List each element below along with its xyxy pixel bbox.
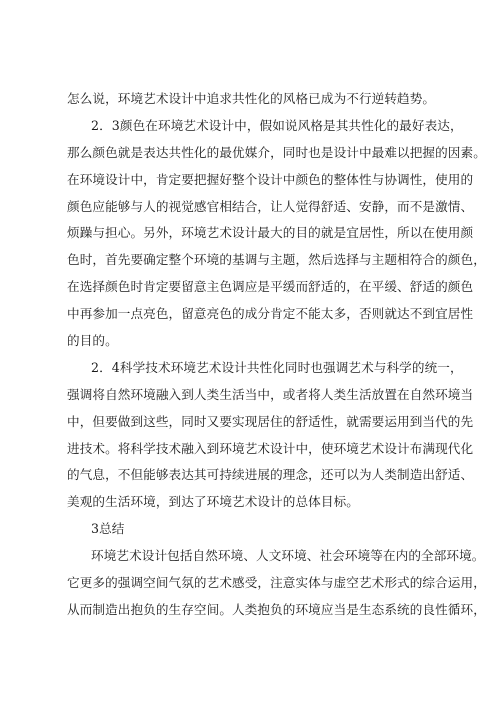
text-line: 强调将自然环境融入到人类生活当中，或者将人类生活放置在自然环境当 <box>67 386 474 402</box>
section-heading-2-4: 2．4科学技术环境艺术设计共性化同时也强调艺术与科学的统一， <box>91 359 463 375</box>
section-heading-2-3: 2．3颜色在环境艺术设计中，假如说风格是其共性化的最好表达， <box>91 117 463 133</box>
text-line: 在环境设计中，肯定要把握好整个设计中颜色的整体性与协调性，使用的 <box>67 171 474 187</box>
document-body <box>67 86 486 624</box>
text-line: 的气息，不但能够表达其可持续进展的理念，还可以为人类制造出舒适、 <box>67 467 474 483</box>
text-line: 环境艺术设计包括自然环境、人文环境、社会环境等在内的全部环境。 <box>91 548 485 564</box>
text-line: 烦躁与担心。另外，环境艺术设计最大的目的就是宜居性，所以在使用颜 <box>67 225 474 241</box>
text-line: 在选择颜色时肯定要留意主色调应是平缓而舒适的，在平缓、舒适的颜色 <box>67 279 474 295</box>
text-line: 中，但要做到这些，同时又要实现居住的舒适性，就需要运用到当代的先 <box>67 413 474 429</box>
text-line: 它更多的强调空间气氛的艺术感受，注意实体与虚空艺术形式的综合运用， <box>67 575 486 591</box>
text-line: 进技术。将科学技术融入到环境艺术设计中，使环境艺术设计布满现代化 <box>67 440 474 456</box>
section-heading-3: 3总结 <box>91 521 125 537</box>
text-line: 美观的生活环境，到达了环境艺术设计的总体目标。 <box>67 494 359 510</box>
text-line: 怎么说，环境艺术设计中追求共性化的风格已成为不行逆转趋势。 <box>67 91 436 106</box>
text-line: 颜色应能够与人的视觉感官相结合，让人觉得舒适、安静，而不是激情、 <box>67 198 474 214</box>
text-line: 色时，首先要确定整个环境的基调与主题，然后选择与主题相符合的颜色， <box>67 252 486 268</box>
text-line: 的目的。 <box>67 333 118 349</box>
text-line: 从而制造出抱负的生存空间。人类抱负的环境应当是生态系统的良性循环， <box>67 601 486 617</box>
text-line: 中再参加一点亮色，留意亮色的成分肯定不能太多，否则就达不到宜居性 <box>67 306 474 322</box>
text-line: 那么颜色就是表达共性化的最优媒介，同时也是设计中最难以把握的因素。 <box>67 144 486 160</box>
